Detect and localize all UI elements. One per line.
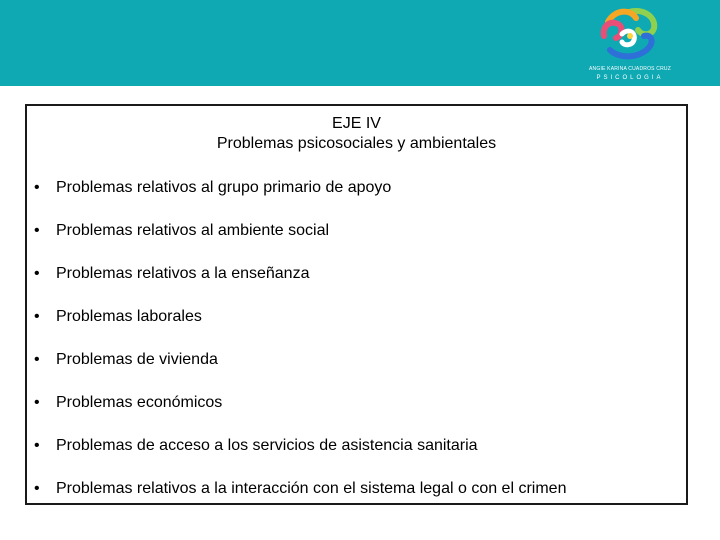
bullet-icon: •	[34, 222, 40, 239]
list-item-text: Problemas de acceso a los servicios de asistencia sanitaria	[56, 437, 478, 454]
list-item	[34, 393, 566, 436]
bullet-icon: •	[34, 437, 40, 454]
list-item	[34, 264, 566, 307]
bullet-icon: •	[34, 351, 40, 368]
logo-name-text: ANGIE KARINA CUADROS CRUZ	[589, 66, 671, 72]
logo-subtitle-text: PSICOLOGIA	[596, 75, 664, 81]
list-item-text: Problemas relativos a la enseñanza	[56, 265, 310, 282]
bullet-icon: •	[34, 480, 40, 497]
header-banner	[0, 0, 720, 86]
brand-logo	[580, 6, 680, 84]
bullet-icon: •	[34, 308, 40, 325]
logo-swirl-icon	[594, 6, 664, 64]
list-item	[34, 307, 566, 350]
bullet-icon: •	[34, 179, 40, 196]
list-item-text: Problemas laborales	[56, 308, 202, 325]
list-item-text: Problemas relativos a la interacción con el sistema legal o con el crimen	[56, 480, 567, 497]
list-item	[34, 436, 566, 479]
title-line-1: EJE IV	[332, 115, 381, 132]
bullet-icon: •	[34, 265, 40, 282]
list-item-text: Problemas de vivienda	[56, 351, 218, 368]
list-item-text: Problemas económicos	[56, 394, 223, 411]
list-item-text: Problemas relativos al ambiente social	[56, 222, 330, 239]
list-item	[34, 221, 566, 264]
title-line-2: Problemas psicosociales y ambientales	[216, 135, 497, 152]
slide-title	[27, 114, 686, 154]
bullet-icon: •	[34, 394, 40, 411]
content-box	[25, 104, 688, 505]
list-item	[34, 178, 566, 221]
problems-list	[34, 178, 566, 522]
list-item	[34, 479, 566, 522]
list-item-text: Problemas relativos al grupo primario de apoyo	[56, 179, 392, 196]
list-item	[34, 350, 566, 393]
